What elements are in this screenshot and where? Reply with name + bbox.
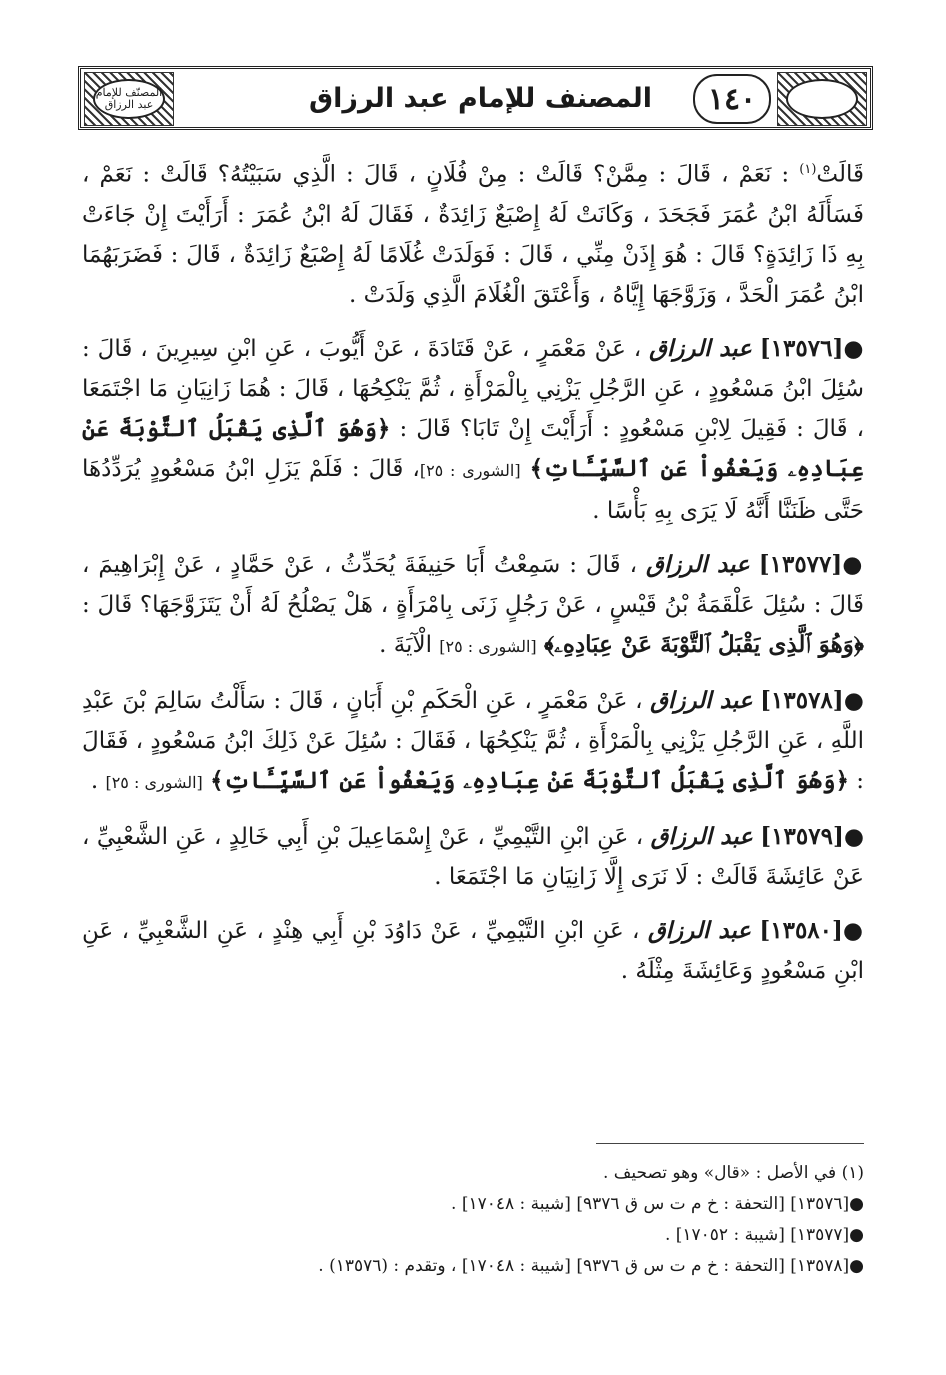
hadith-text-b: .	[90, 767, 99, 794]
ornament-seal-blank	[786, 79, 858, 119]
bullet-icon: ●	[843, 334, 864, 362]
ornament-seal-text: المصنّف للإمام عبد الرزاق	[93, 79, 165, 119]
header-ornament-right	[777, 72, 867, 126]
hadith-13579	[82, 817, 864, 897]
hadith-number: [١٣٥٧٦]	[759, 334, 844, 362]
running-title: المصنف للإمام عبد الرزاق	[309, 82, 652, 114]
paragraph-continuation	[82, 150, 864, 315]
hadith-13576	[82, 329, 864, 531]
hadith-text-b: ، قَالَ : فَلَمْ يَزَلِ ابْنُ مَسْعُودٍ يُرَدِّدُهَا حَتَّى ظَنَنَّا أَنَّهُ لَا يَرَى بِهِ بَأْسًا .	[82, 455, 864, 524]
bullet-icon: ●	[843, 822, 865, 850]
hadith-text-b: الْآيَةَ .	[379, 631, 432, 658]
bullet-icon: ●	[843, 686, 865, 714]
footnote-13576: ●[١٣٥٧٦] [التحفة : خ م ت س ق ٩٣٧٦] [شيبة : ١٧٠٤٨] .	[451, 1194, 864, 1214]
narrator: عبد الرزاق	[650, 686, 753, 714]
hadith-text-a: ، عَنْ مَعْمَرٍ ، عَنِ الْحَكَمِ بْنِ أَبَانٍ ، قَالَ : سَأَلْتُ سَالِمَ بْنَ عَبْدِ اللَّهِ ، عَنِ الرَّجُلِ يَزْنِي بِالْمَرْأَةِ ، ثُمَّ يَنْكِحُهَا ، فَقَالَ : سُئِلَ عَنْ ذَلِكَ ابْنُ مَسْعُودٍ ، فَقَالَ :	[82, 687, 864, 794]
quran-verse: ﴿وَهُوَ ٱلَّذِى يَقْبَلُ ٱلتَّوْبَةَ عَنْ عِبَادِهِۦ وَيَعْفُواْ عَنِ ٱلسَّيِّـَٔاتِ﴾	[210, 766, 849, 794]
narrator: عبد الرزاق	[647, 916, 752, 944]
hadith-text-a: ، عَنِ ابْنِ التَّيْمِيِّ ، عَنْ دَاوُدَ بْنِ أَبِي هِنْدٍ ، عَنِ الشَّعْبِيِّ ، عَنِ ابْنِ مَسْعُودٍ وَعَائِشَةَ مِثْلَهُ .	[82, 917, 864, 984]
hadith-text-a: ، عَنْ مَعْمَرٍ ، عَنْ قَتَادَةَ ، عَنْ أَيُّوبَ ، عَنِ ابْنِ سِيرِينَ ، قَالَ : سُئِلَ ابْنُ مَسْعُودٍ ، عَنِ الرَّجُلِ يَزْنِي بِالْمَرْأَةِ ، ثُمَّ يَنْكِحُهَا ، قَالَ : هُمَا زَانِيَانِ مَا اجْتَمَعَا ، قَالَ : فَقِيلَ لِابْنِ مَسْعُودٍ : أَرَأَيْتَ إِنْ تَابَا؟ قَالَ :	[82, 335, 865, 442]
page-header	[78, 66, 873, 130]
footnote-marker: (١)	[799, 162, 817, 177]
narrator: عبد الرزاق	[650, 822, 753, 850]
hadith-number: [١٣٥٧٩]	[760, 822, 844, 850]
footnote-13578: ●[١٣٥٧٨] [التحفة : خ م ت س ق ٩٣٧٦] [شيبة : ١٧٠٤٨] ، وتقدم : (١٣٥٧٦) .	[318, 1256, 864, 1276]
footnote-separator	[596, 1143, 864, 1144]
main-text	[82, 150, 864, 1005]
hadith-number: [١٣٥٧٨]	[760, 686, 844, 714]
quran-verse: ﴿وَهُوَ ٱلَّذِى يَقْبَلُ ٱلتَّوْبَةَ عَنْ عِبَادِهِۦ﴾	[543, 630, 864, 658]
para-opening-word: قَالَتْ	[816, 161, 864, 188]
footnotes	[82, 1158, 864, 1282]
hadith-13578	[82, 681, 864, 803]
verse-reference: [الشورى : ٢٥]	[419, 460, 521, 480]
bullet-icon: ●	[842, 916, 865, 944]
narrator: عبد الرزاق	[645, 550, 750, 578]
verse-reference: [الشورى : ٢٥]	[105, 772, 203, 792]
footnote-1: (١) في الأصل : «قال» وهو تصحيف .	[603, 1163, 864, 1183]
hadith-13580	[82, 911, 864, 991]
para-text: : نَعَمْ ، قَالَ : مِمَّنْ؟ قَالَتْ : مِنْ فُلَانٍ ، قَالَ : الَّذِي سَبَيْتُهُ؟ قَالَتْ : نَعَمْ ، فَسَأَلَهُ ابْنُ عُمَرَ فَجَحَدَ ، وَكَانَتْ لَهُ إِصْبَعٌ زَائِدَةٌ ، فَقَالَ لَهُ ابْنُ عُمَرَ : أَرَأَيْتَ إِنْ جَاءَتْ بِهِ ذَا زَائِدَةٍ؟ قَالَ : هُوَ إِذَنْ مِنِّي ، قَالَ : فَوَلَدَتْ غُلَامًا لَهُ إِصْبَعٌ زَائِدَةٌ ، قَالَ : فَضَرَبَهُمَا ابْنُ عُمَرَ الْحَدَّ ، وَزَوَّجَهَا إِيَّاهُ ، وَأَعْتَقَ الْغُلَامَ الَّذِي وَلَدَتْ .	[82, 161, 864, 308]
bullet-icon: ●	[842, 550, 864, 578]
hadith-13577	[82, 545, 864, 667]
hadith-text-a: ، عَنِ ابْنِ التَّيْمِيِّ ، عَنْ إِسْمَاعِيلَ بْنِ أَبِي خَالِدٍ ، عَنِ الشَّعْبِيِّ ، عَنْ عَائِشَةَ قَالَتْ : لَا نَرَى إِلَّا زَانِيَانِ مَا اجْتَمَعَا .	[82, 823, 864, 890]
page-number: ١٤٠	[693, 74, 771, 124]
hadith-text-a: ، قَالَ : سَمِعْتُ أَبَا حَنِيفَةَ يُحَدِّثُ ، عَنْ حَمَّادٍ ، عَنْ إِبْرَاهِيمَ ، قَالَ : سُئِلَ عَلْقَمَةُ بْنُ قَيْسٍ ، عَنْ رَجُلٍ زَنَى بِامْرَأَةٍ ، هَلْ يَصْلُحُ لَهُ أَنْ يَتَزَوَّجَهَا؟ قَالَ :	[82, 551, 864, 618]
hadith-number: [١٣٥٧٧]	[758, 550, 843, 578]
hadith-number: [١٣٥٨٠]	[759, 916, 843, 944]
footnote-13577: ●[١٣٥٧٧] [شيبة : ١٧٠٥٢] .	[664, 1225, 864, 1245]
header-ornament-left	[84, 72, 174, 126]
verse-reference: [الشورى : ٢٥]	[439, 636, 537, 656]
quran-verse: ﴿وَهُوَ ٱلَّذِى يَقْبَلُ ٱلتَّوْبَةَ عَنْ عِبَادِهِۦ وَيَعْفُواْ عَنِ ٱلسَّيِّـَٔاتِ﴾	[82, 414, 865, 482]
narrator: عبد الرزاق	[649, 334, 752, 362]
